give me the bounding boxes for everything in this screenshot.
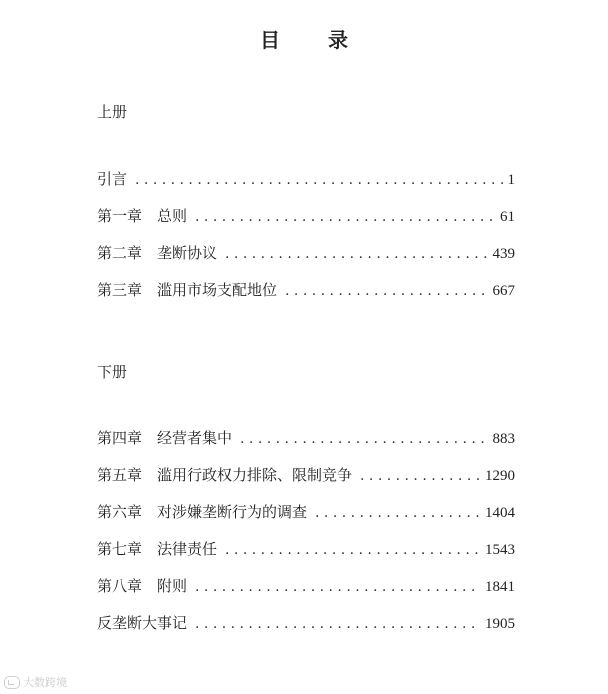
toc-leader-dots [195, 579, 481, 595]
toc-entry-label: 第五章 滥用行政权力排除、限制竞争 [97, 466, 353, 484]
toc-leader-dots [195, 209, 496, 225]
toc-entry-page: 1543 [485, 542, 515, 558]
toc-entry-label: 第一章 总则 [97, 207, 188, 225]
toc-entry[interactable] [97, 279, 515, 316]
toc-entry[interactable] [97, 242, 515, 279]
toc-list-lower [97, 427, 515, 649]
watermark-text: 大数跨境 [23, 676, 67, 689]
toc-entry-page: 1905 [485, 616, 515, 632]
toc-entry-page: 1290 [485, 468, 515, 484]
volume-heading-lower: 下册 [97, 363, 128, 381]
toc-entry-label: 引言 [97, 170, 128, 188]
toc-entry-label: 第四章 经营者集中 [97, 429, 233, 447]
toc-entry-label: 第六章 对涉嫌垄断行为的调查 [97, 503, 308, 521]
toc-leader-dots [225, 246, 488, 262]
toc-entry-page: 61 [500, 209, 515, 225]
toc-entry-page: 1 [507, 172, 515, 188]
toc-entry-page: 1404 [485, 505, 515, 521]
toc-leader-dots [315, 505, 481, 521]
toc-entry-label: 第三章 滥用市场支配地位 [97, 281, 278, 299]
toc-entry[interactable] [97, 575, 515, 612]
toc-entry[interactable] [97, 464, 515, 501]
toc-entry-page: 1841 [485, 579, 515, 595]
toc-leader-dots [225, 542, 481, 558]
toc-leader-dots [195, 616, 481, 632]
toc-leader-dots [285, 283, 488, 299]
volume-heading-upper: 上册 [97, 103, 128, 121]
toc-entry[interactable] [97, 501, 515, 538]
toc-leader-dots [135, 172, 503, 188]
toc-entry[interactable] [97, 612, 515, 649]
toc-list-upper [97, 168, 515, 316]
toc-entry-label: 第七章 法律责任 [97, 540, 218, 558]
toc-entry[interactable] [97, 205, 515, 242]
toc-entry-label: 第二章 垄断协议 [97, 244, 218, 262]
toc-entry-page: 667 [492, 283, 515, 299]
toc-entry[interactable] [97, 538, 515, 575]
toc-entry-page: 439 [492, 246, 515, 262]
toc-entry-label: 反垄断大事记 [97, 614, 188, 632]
toc-entry-page: 883 [492, 431, 515, 447]
chat-bubble-logo-icon [4, 676, 20, 689]
toc-entry[interactable] [97, 168, 515, 205]
page-title: 目 录 [260, 28, 362, 52]
watermark [4, 674, 67, 690]
toc-leader-dots [360, 468, 481, 484]
toc-entry[interactable] [97, 427, 515, 464]
toc-leader-dots [240, 431, 488, 447]
toc-entry-label: 第八章 附则 [97, 577, 188, 595]
